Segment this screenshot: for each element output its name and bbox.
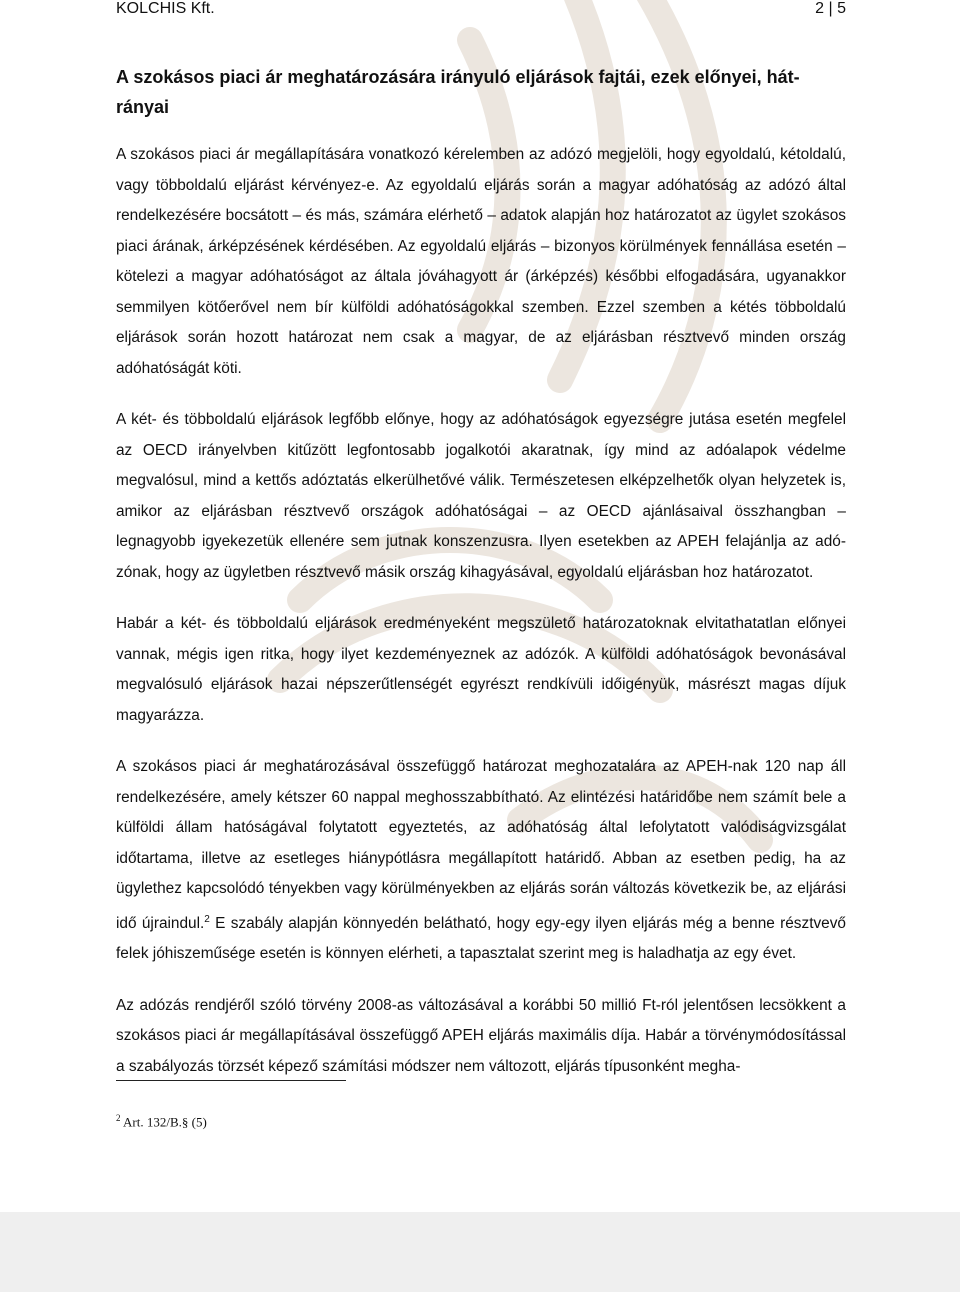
paragraph-text: A szokásos piaci ár meghatározásával összefüggő határozat meghozatalára az APEH-nak 120 nap áll rendelkezésére, amely kétszer 60 nappal meghosszabbítható. Az elintézési határidőbe nem számít bele a külföldi állam hatóságával folytatott egyeztetés, az adóhatóság által lefolytatott valódiságvizsgálat időtartama, illetve az esetleges hiánypótlásra megállapított határidő. Abban az esetben pedig, ha az ügylethez kapcsolódó tényekben vagy körülményekben az eljárás során változás következik be, az eljárási idő újraindul. xyxy=(116,758,846,932)
company-name: KOLCHIS Kft. xyxy=(116,0,215,17)
footnote-number: 2 xyxy=(116,1113,121,1123)
footnote-text: Art. 132/B.§ (5) xyxy=(120,1114,207,1130)
paragraph: A két- és többoldalú eljárások legfőbb előnye, hogy az adóhatóságok egyezségre jutása esetén megfelel az OECD irányelvben kitűzött legfontosabb jogalkotói akaratnak, így mind az adóalapok védelme megvalósul, mind a kettős adóztatás elkerülhetővé válik. Természetesen elképzelhetők olyan helyzetek is, amikor az eljárásban résztvevő országok adóhatóságai – az OECD ajánlásaival összhangban – legnagyobb igyekezetük ellenére sem jutnak konszenzusra. Ilyen esetekben az APEH felajánlja az adózónak, hogy az ügyletben résztvevő másik ország kihagyásával, egyoldalú eljárásban hoz határozatot. xyxy=(116,411,846,581)
paragraph: A szokásos piaci ár megállapítására vonatkozó kérelemben az adózó megjelöli, hogy egyoldalú, kétoldalú, vagy többoldalú eljárást kérvényez-e. Az egyoldalú eljárás során a magyar adóhatóság az adózó által rendelkezésére bocsátott – és más, számára elérhető – adatok alapján hoz határozatot az ügylet szokásos piaci árának, árképzésének kérdésében. Az egyoldalú eljárás – bizonyos körülmények fennállása esetén – kötelezi a magyar adóhatóságot az általa jóváhagyott ár (árképzés) későbbi elfogadására, ugyanakkor semmilyen kötőerővel nem bír külföldi adóhatóságokkal szemben. Ezzel szemben a kétés többoldalú eljárások során hozott határozat nem csak a magyar, de az eljárásban résztvevő minden ország adóhatóságát köti. xyxy=(116,146,846,377)
footnote-reference[interactable]: 2 xyxy=(204,913,210,925)
document-body xyxy=(116,62,846,1103)
paragraph-with-footnote xyxy=(116,752,846,970)
page-number: 2 | 5 xyxy=(815,0,846,17)
footnote xyxy=(116,1113,207,1130)
paragraph: Habár a két- és többoldalú eljárások eredményeként megszülető határozatoknak elvitathatatlan előnyei vannak, mégis igen ritka, hogy ilyet kezdeményeznek az adózók. A külföldi adóhatóságok bevonásával megvalósuló eljárások hazai népszerűtlenségét egyrészt rendkívüli időigényük, másrészt magas díjuk magyarázza. xyxy=(116,615,846,724)
paragraph-text: E szabály alapján könnyedén belátható, hogy egy-egy ilyen eljárás még a benne résztvevő felek jóhiszeműsége esetén is könnyen elérheti, a tapasztalat szerint meg is haladhatja az egy évet. xyxy=(116,914,846,963)
page-bottom-margin xyxy=(0,1212,960,1292)
section-title: A szokásos piaci ár meghatározására irányuló eljárások fajtái, ezek előnyei, hátrányai xyxy=(116,67,800,117)
paragraph: Az adózás rendjéről szóló törvény 2008-as változásával a korábbi 50 millió Ft-ról jelentősen lecsökkent a szokásos piaci ár megállapításával összefüggő APEH eljárás maximális díja. Habár a törvénymódosítással a szabályozás törzsét képező számítási módszer nem változott, eljárás típusonként megha- xyxy=(116,996,846,1075)
footnote-divider xyxy=(116,1080,346,1081)
page-header xyxy=(116,0,846,18)
